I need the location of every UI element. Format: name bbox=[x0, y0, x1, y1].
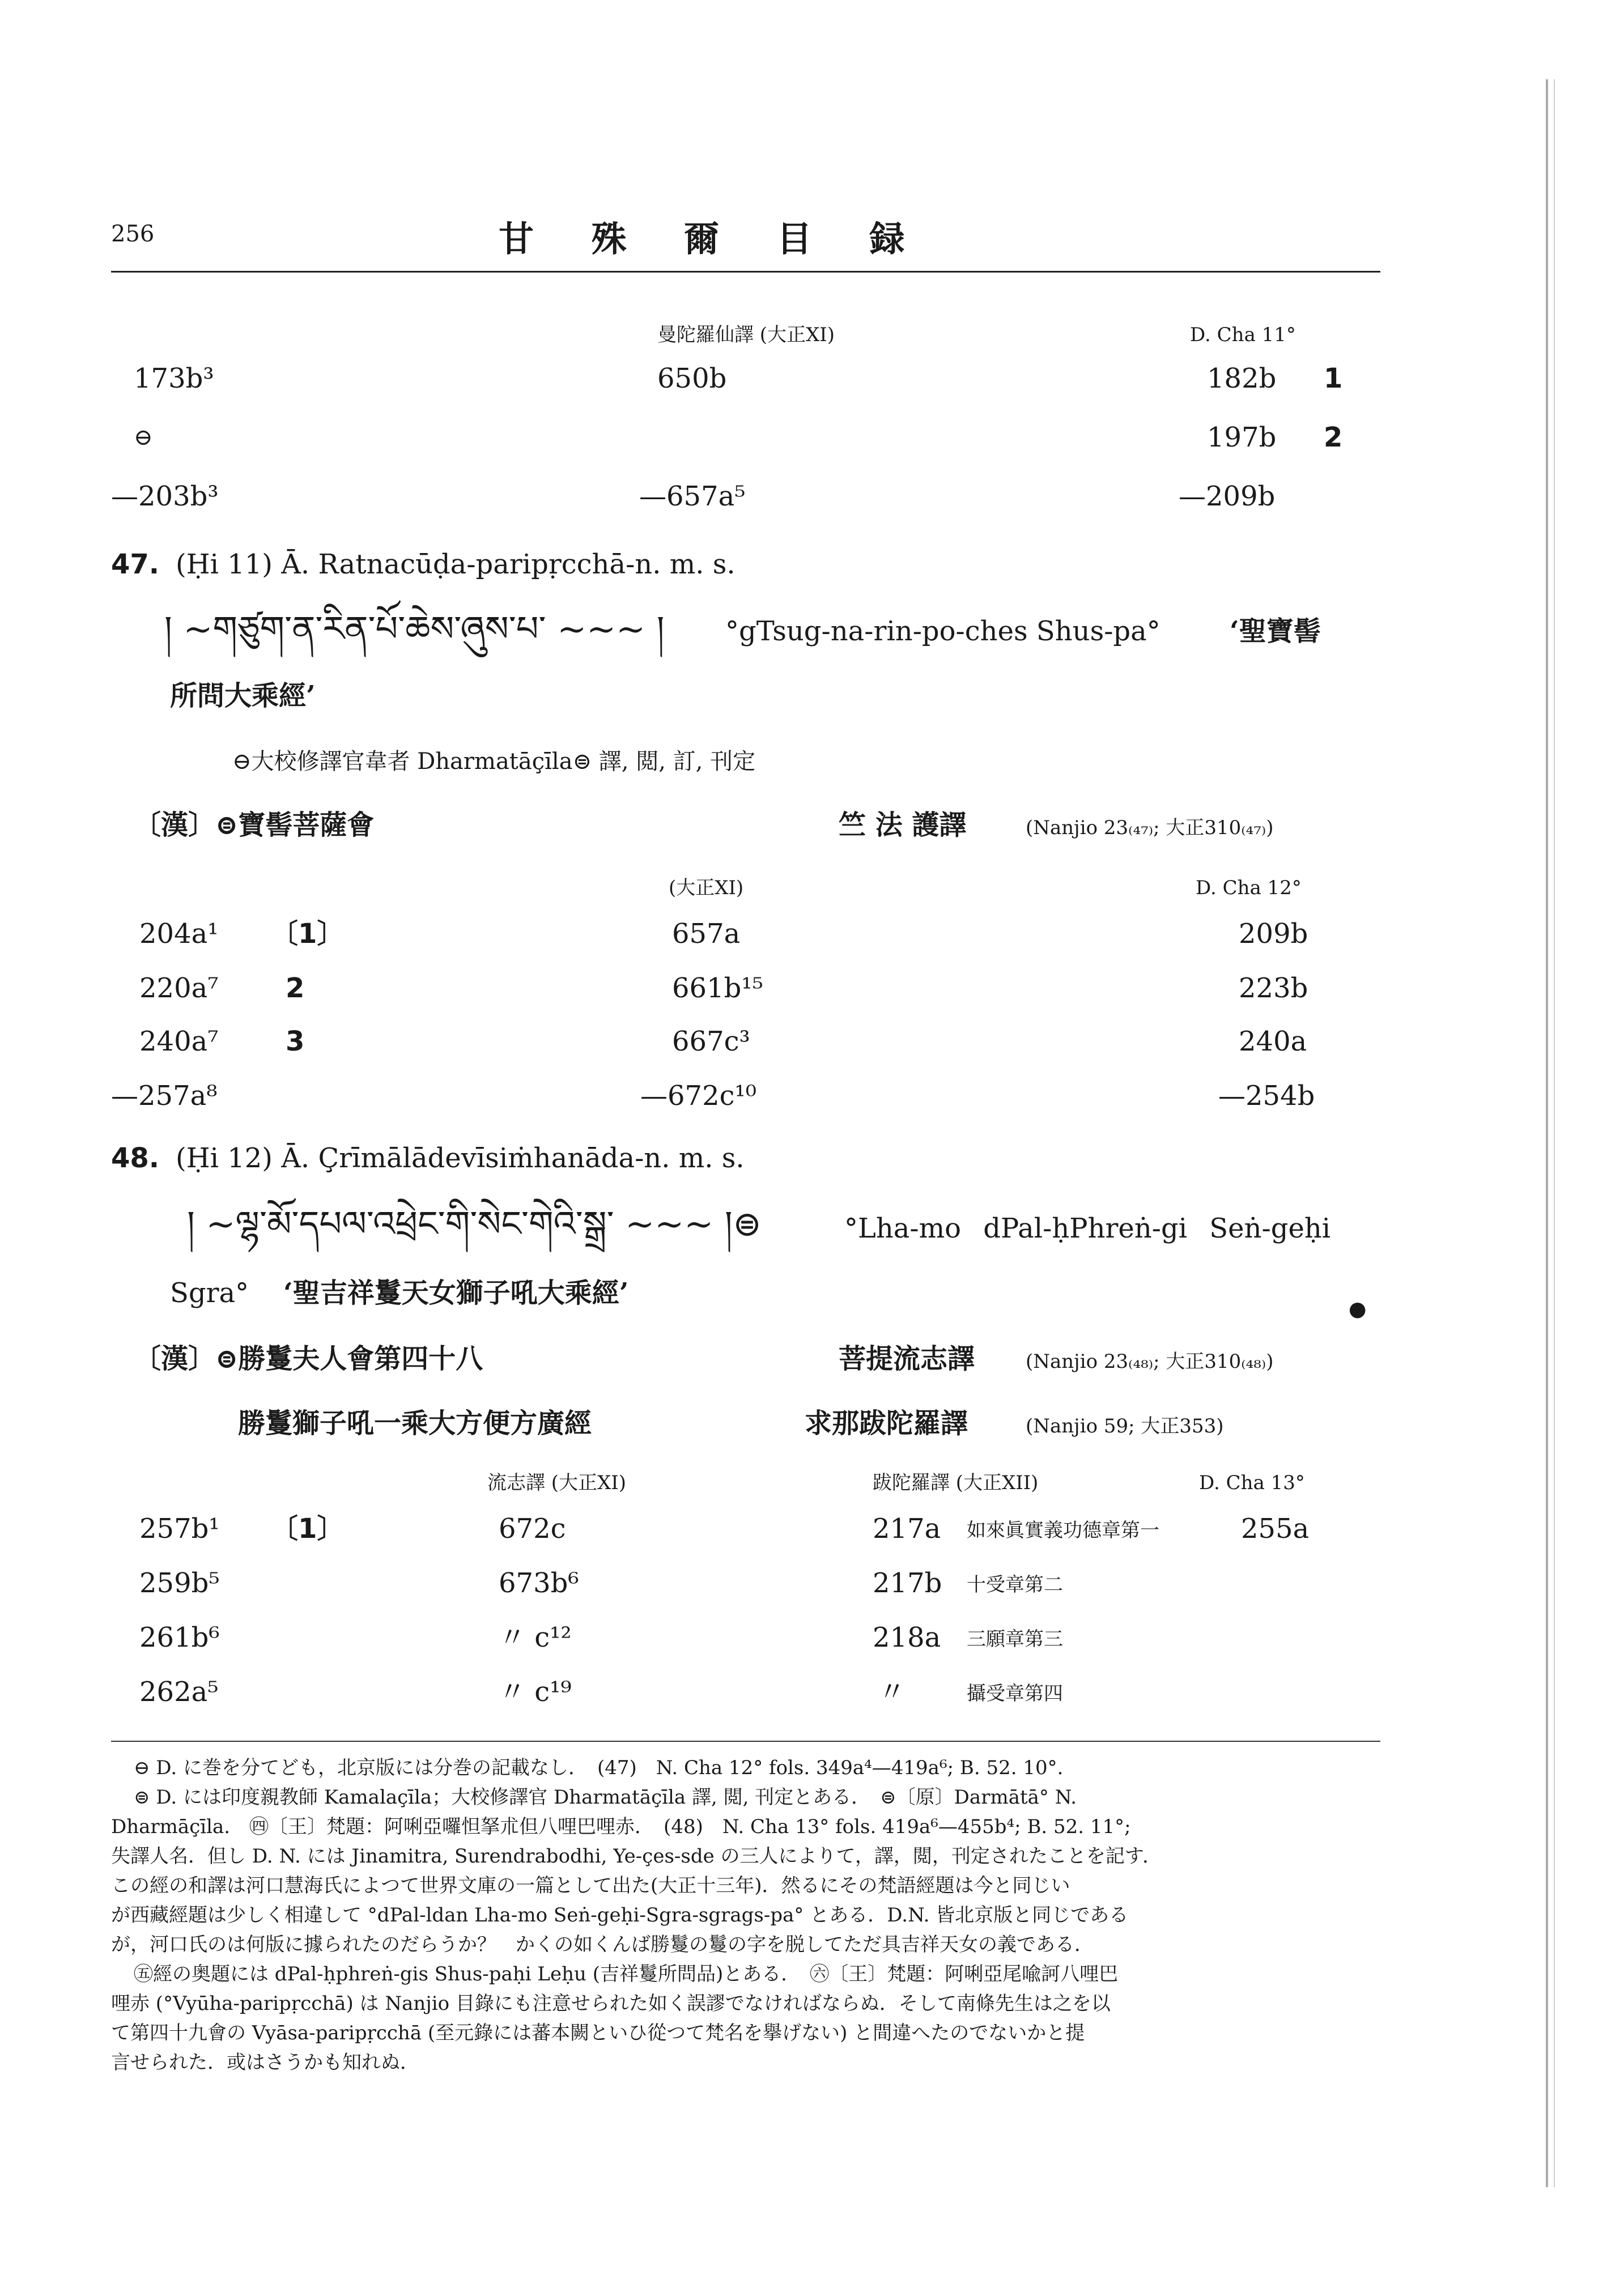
table-cell: 673b⁶ bbox=[499, 1567, 579, 1599]
footnote-line: が，河口氏のは何版に據られたのだらうか？ かくの如くんば勝鬘の鬘の字を脱してただ具吉祥天女の義である． bbox=[111, 1933, 1094, 1956]
chapter-title: 三願章第三 bbox=[967, 1628, 1063, 1651]
chinese-reference: (Nanjio 23₍₄₇₎; 大正310₍₄₇₎) bbox=[1026, 817, 1274, 839]
table-cell: 672c bbox=[499, 1513, 566, 1545]
footnote-line: ㊄經の奥題には dPal-ḥphreṅ-gis Shus-paḥi Leḥu (吉祥鬘所問品)とある． ㊅〔王〕梵題：阿唎亞尾喩訶八哩巴 bbox=[134, 1963, 1119, 1985]
table-cell: 217b bbox=[873, 1567, 942, 1599]
ink-blot: ● bbox=[1349, 1298, 1367, 1321]
table-cell: 〃 c¹² bbox=[499, 1622, 572, 1653]
table-cell: 2 bbox=[1324, 422, 1343, 453]
tibetan-title: ། ~ལྷ་མོ་དཔལ་འཕྲེང་གི་སེང་གེའི་སྒྲ་ ~~~ །⊜ bbox=[187, 1203, 762, 1244]
page-number: 256 bbox=[111, 221, 155, 247]
col4-head: D. Cha 13° bbox=[1199, 1472, 1305, 1494]
table-cell: 〔1〕 bbox=[271, 1513, 345, 1545]
chinese-version: 〔漢〕⊜寶髻菩薩會 bbox=[134, 809, 375, 841]
col3-head: 跋陀羅譯 (大正XII) bbox=[873, 1472, 1039, 1494]
header-rule bbox=[111, 271, 1380, 273]
footnote-line: 失譯人名．但し D. N. には Jinamitra, Surendrabodhi, Ye-çes-sde の三人によりて，譯，閲，刊定されたことを記す． bbox=[111, 1845, 1162, 1868]
entry-number: 48. bbox=[111, 1142, 160, 1174]
chinese-translator: 菩提流志譯 bbox=[839, 1343, 975, 1375]
table-cell: 3 bbox=[286, 1026, 305, 1057]
transliteration-cont: Sgra° bbox=[170, 1277, 249, 1309]
table-cell: —209b bbox=[1179, 481, 1276, 512]
table-cell: 223b bbox=[1239, 972, 1308, 1004]
table-cell: 240a⁷ bbox=[139, 1026, 219, 1057]
table-cell: 197b bbox=[1207, 422, 1277, 453]
table-cell: —257a⁸ bbox=[111, 1080, 218, 1112]
footnote-line: 言せられた．或はさうかも知れぬ． bbox=[111, 2051, 419, 2074]
footnote-line: 哩赤 (°Vyūha-paripṛcchā) は Nanjio 目錄にも注意せられた如く誤謬でなければならぬ．そして南條先生は之を以 bbox=[111, 1992, 1111, 2015]
footnote-line: Dharmāçīla. ㊃〔王〕梵題：阿唎亞囉怛拏朮但八哩巴哩赤． (48) N. Cha 13° fols. 419a⁶—455b⁴; B. 52. 11°; bbox=[111, 1815, 1131, 1838]
table-cell: 220a⁷ bbox=[139, 972, 219, 1004]
entry-heading: (Ḥi 12) Ā. Çrīmālādevīsiṁhanāda-n. m. s. bbox=[176, 1142, 745, 1174]
footnote-line: て第四十九會の Vyāsa-paripṛcchā (至元錄には蕃本闕といひ從つて梵名を擧げない) と間違へたのでないかと提 bbox=[111, 2022, 1085, 2044]
chinese-reference-2: (Nanjio 59; 大正353) bbox=[1026, 1415, 1224, 1438]
chinese-translator: 竺 法 護譯 bbox=[839, 809, 967, 841]
footnote-rule bbox=[111, 1741, 1380, 1742]
table-cell: 182b bbox=[1207, 363, 1277, 394]
table-cell: 657a bbox=[672, 918, 741, 950]
col3-head: D. Cha 12° bbox=[1196, 877, 1302, 899]
chapter-title: 攝受章第四 bbox=[967, 1682, 1063, 1705]
table-cell: 1 bbox=[1324, 363, 1343, 394]
table-cell: 667c³ bbox=[672, 1026, 750, 1057]
prev-col2-head: 曼陀羅仙譯 (大正XI) bbox=[657, 324, 835, 346]
translators-line: ⊖大校修譯官韋者 Dharmatāçīla⊜ 譯, 閲, 訂, 刊定 bbox=[232, 749, 756, 775]
tibetan-title: ། ~གཙུག་ན་རིན་པོ་ཆེས་ཞུས་པ་ ~~~ ། bbox=[164, 608, 665, 649]
entry-number: 47. bbox=[111, 549, 160, 580]
scan-gutter bbox=[1546, 79, 1548, 2187]
table-cell: 〔1〕 bbox=[271, 918, 345, 950]
table-cell: 218a bbox=[873, 1622, 941, 1653]
footnote-line: この經の和譯は河口慧海氏によつて世界文庫の一篇として出た(大正十三年)．然るにその梵語經題は今と同じい bbox=[111, 1874, 1070, 1897]
footnote-line: ⊖ D. に巻を分てども，北京版には分巻の記載なし． (47) N. Cha 12° fols. 349a⁴—419a⁶; B. 52. 10°. bbox=[134, 1757, 1064, 1779]
table-cell: 〃 c¹⁹ bbox=[499, 1676, 572, 1708]
table-cell: 262a⁵ bbox=[139, 1676, 219, 1708]
table-cell: —254b bbox=[1218, 1080, 1315, 1112]
col2-head: 流志譯 (大正XI) bbox=[487, 1472, 626, 1494]
page-title: 甘 殊 爾 目 録 bbox=[499, 218, 928, 260]
table-cell: 209b bbox=[1239, 918, 1308, 950]
chinese-reference: (Nanjio 23₍₄₈₎; 大正310₍₄₈₎) bbox=[1026, 1350, 1274, 1373]
transliteration: °gTsug-na-rin-po-ches Shus-pa° bbox=[725, 615, 1160, 647]
table-cell: 217a bbox=[873, 1513, 941, 1545]
table-cell: 261b⁶ bbox=[139, 1622, 220, 1653]
table-cell: —203b³ bbox=[111, 481, 219, 512]
table-cell: —672c¹⁰ bbox=[640, 1080, 756, 1112]
table-cell: —657a⁵ bbox=[639, 481, 746, 512]
transliteration: °Lha-mo dPal-ḥPhreṅ-gi Seṅ-geḥi bbox=[844, 1213, 1331, 1244]
table-cell: 650b bbox=[657, 363, 727, 394]
table-cell: 2 bbox=[286, 972, 305, 1004]
table-cell: 173b³ bbox=[134, 363, 214, 394]
table-cell: 204a¹ bbox=[139, 918, 219, 950]
table-cell: 240a bbox=[1239, 1026, 1307, 1057]
table-cell: 661b¹⁵ bbox=[672, 972, 763, 1004]
footnote-line: が西藏經題は少しく相違して °dPal-ldan Lha-mo Seṅ-geḥi-Sgra-sgrags-pa° とある．D.N. 皆北京版と同じである bbox=[111, 1904, 1129, 1927]
prev-col3-head: D. Cha 11° bbox=[1190, 324, 1296, 346]
japanese-title: ‘聖寶髻 bbox=[1230, 615, 1321, 647]
table-cell: 259b⁵ bbox=[139, 1567, 220, 1599]
table-cell: 257b¹ bbox=[139, 1513, 220, 1545]
table-cell: 〃 bbox=[878, 1676, 906, 1708]
footnote-line: ⊜ D. には印度親教師 Kamalaçīla；大校修譯官 Dharmatāçīla 譯, 閲, 刊定とある． ⊜〔原〕Darmātā° N. bbox=[134, 1786, 1077, 1809]
col2-head: (大正XI) bbox=[669, 877, 744, 899]
japanese-title: ‘聖吉祥鬘天女獅子吼大乘經’ bbox=[283, 1277, 629, 1309]
table-cell: ⊖ bbox=[134, 424, 153, 450]
chinese-translator-2: 求那跋陀羅譯 bbox=[805, 1408, 968, 1439]
scan-gutter-edge bbox=[1554, 79, 1555, 2187]
japanese-title-cont: 所問大乘經’ bbox=[170, 680, 316, 712]
chinese-version-2: 勝鬘獅子吼一乘大方便方廣經 bbox=[238, 1408, 592, 1439]
chapter-title: 如來眞實義功德章第一 bbox=[967, 1519, 1159, 1542]
table-cell: 255a bbox=[1241, 1513, 1310, 1545]
chapter-title: 十受章第二 bbox=[967, 1574, 1063, 1596]
entry-heading: (Ḥi 11) Ā. Ratnacūḍa-paripṛcchā-n. m. s. bbox=[176, 549, 736, 580]
chinese-version: 〔漢〕⊜勝鬘夫人會第四十八 bbox=[134, 1343, 483, 1375]
